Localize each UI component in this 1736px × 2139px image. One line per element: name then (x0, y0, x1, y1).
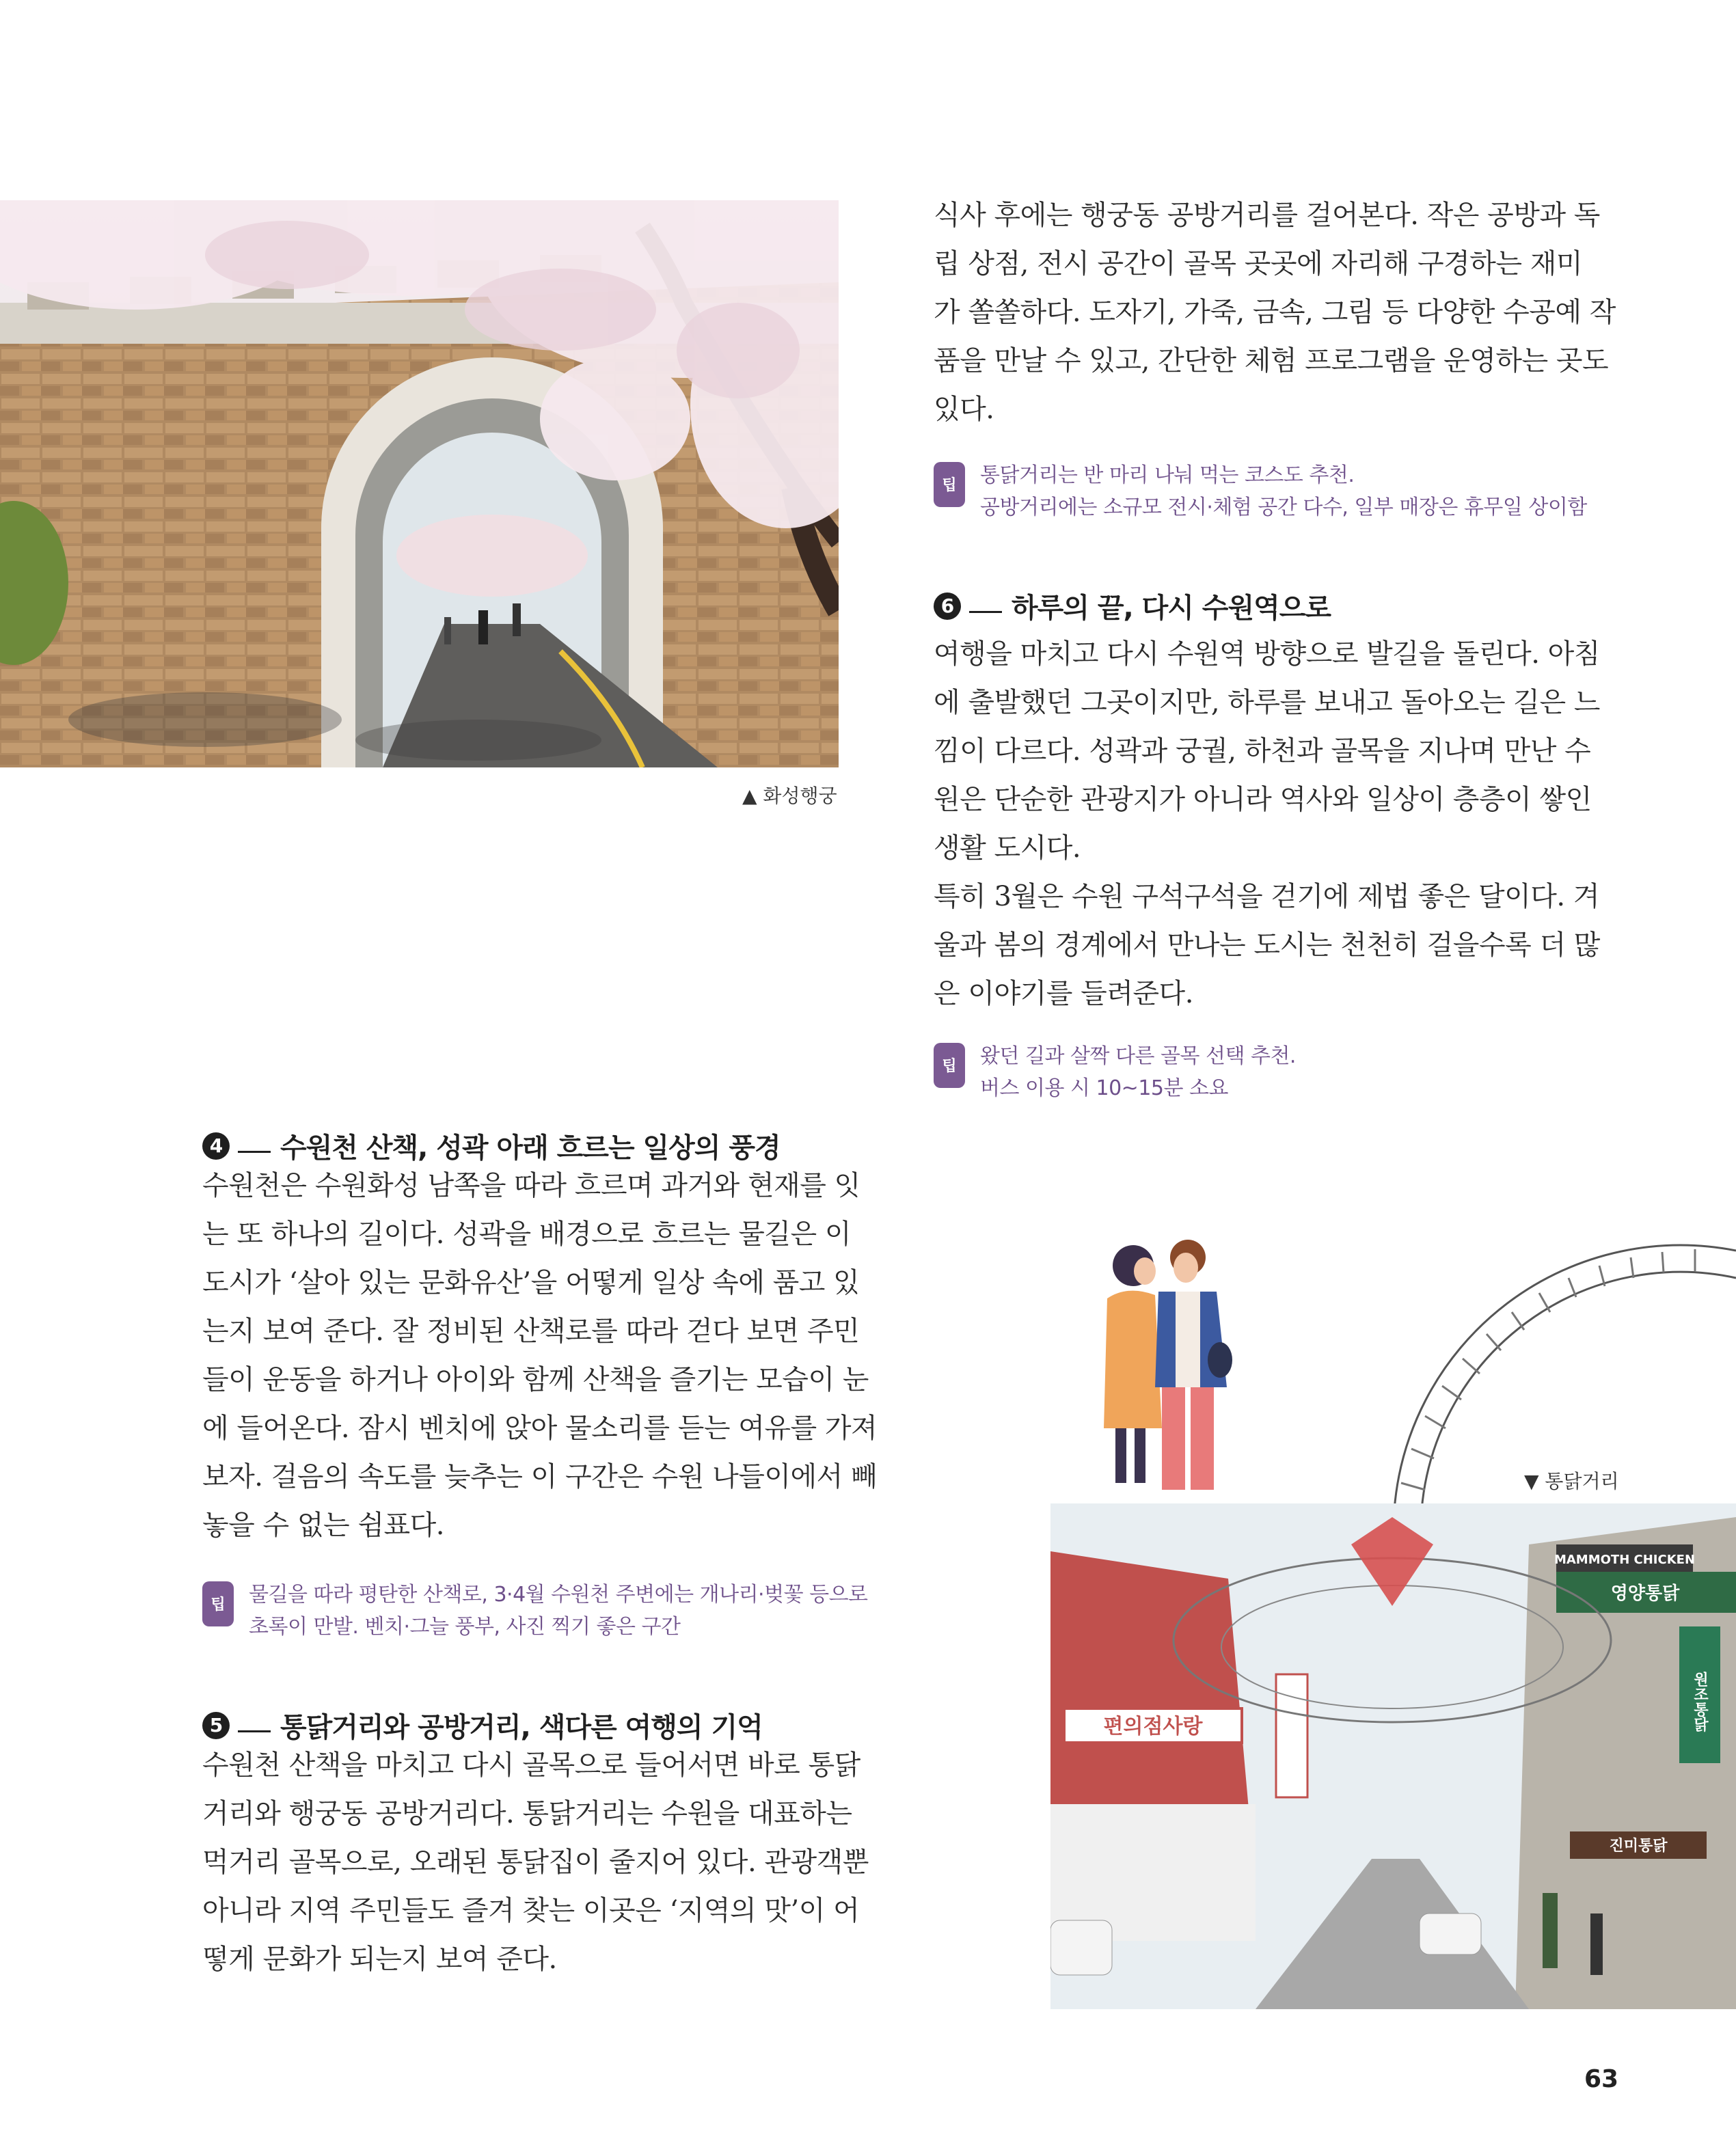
tip-icon (934, 462, 965, 507)
svg-text:팁: 팁 (942, 477, 957, 494)
section-5-number: 5 (202, 1712, 230, 1739)
tip-icon (202, 1581, 234, 1626)
photo-caption-tongdak: ▼ 통닭거리 (1524, 1470, 1619, 1493)
svg-text:팁: 팁 (942, 1058, 957, 1075)
section-6-paragraph: 여행을 마치고 다시 수원역 방향으로 발길을 돌린다. 아침 에 출발했던 그곳이지만, 하루를 보내고 돌아오는 길은 느 낌이 다르다. 성곽과 궁궐, 하천과 골목을 지나며 만난 수 원은 단순한 관광지가 아니라 역사와 일상이 층층이 쌓인 생활 도시다. 특히 3월은 수원 구석구석을 걷기에 제법 좋은 달이다. 겨 울과 봄의 경계에서 만나는 도시는 천천히 걸을수록 더 많 은 이야기를 들려준다. (934, 638, 1600, 1009)
heading-rule (238, 1151, 271, 1153)
section-4-paragraph: 수원천은 수원화성 남쪽을 따라 흐르며 과거와 현재를 잇 는 또 하나의 길이다. 성곽을 배경으로 흐르는 물길은 이 도시가 ‘살아 있는 문화유산’을 어떻게 일상 속에 품고 있 는지 보여 준다. 잘 정비된 산책로를 따라 걷다 보면 주민 들이 운동을 하거나 아이와 함께 산책을 즐기는 모습이 눈 에 들어온다. 잠시 벤치에 앉아 물소리를 듣는 여유를 가져 보자. 걸음의 속도를 늦추는 이 구간은 수원 나들이에서 빼 놓을 수 없는 쉼표다. (202, 1170, 878, 1541)
svg-text:팁: 팁 (211, 1596, 226, 1613)
tip-box-6 (934, 1040, 1296, 1104)
section-5-title: 통닭거리와 공방거리, 색다른 여행의 기억 (280, 1712, 763, 1743)
photo-hwaseong-haenggung (0, 200, 839, 767)
photo-caption-hwaseong: ▲ 화성행궁 (742, 785, 837, 807)
tip-text-1: 통닭거리는 반 마리 나눠 먹는 코스도 추천. 공방거리에는 소규모 전시·체험 공간 다수, 일부 매장은 휴무일 상이함 (980, 463, 1587, 519)
page-number: 63 (1584, 2065, 1619, 2093)
section-5-paragraph: 수원천 산책을 마치고 다시 골목으로 들어서면 바로 통닭 거리와 행궁동 공방거리다. 통닭거리는 수원을 대표하는 먹거리 골목으로, 오래된 통닭집이 줄지어 있다. 관광객뿐 아니라 지역 주민들도 즐겨 찾는 이곳은 ‘지역의 맛’이 어 떻게 문화가 되는지 보여 준다. (202, 1749, 869, 1975)
section-6-title: 하루의 끝, 다시 수원역으로 (1012, 592, 1331, 624)
photo-tongdak-street (1050, 1503, 1736, 2009)
section-6-number: 6 (934, 592, 961, 620)
section-5-heading (202, 1706, 763, 1745)
sign-5: 진미통닭 (1609, 1838, 1668, 1855)
sign-3: MAMMOTH CHICKEN (1554, 1553, 1696, 1567)
sign-1: 편의점사랑 (1103, 1715, 1203, 1739)
tip-box-1 (934, 459, 1587, 523)
couple-illustration (1080, 1223, 1736, 1510)
sign-4: 원조통닭 (1691, 1672, 1709, 1732)
tip-icon (934, 1043, 965, 1088)
tip-text-6: 왔던 길과 살짝 다른 골목 선택 추천. 버스 이용 시 10~15분 소요 (980, 1044, 1296, 1100)
tip-text-4: 물길을 따라 평탄한 산책로, 3·4월 수원천 주변에는 개나리·벚꽃 등으로 초록이 만발. 벤치·그늘 풍부, 사진 찍기 좋은 구간 (249, 1583, 868, 1639)
heading-rule (969, 611, 1002, 613)
section-4-title: 수원천 산책, 성곽 아래 흐르는 일상의 풍경 (280, 1132, 781, 1164)
section-4-number: 4 (202, 1132, 230, 1160)
section-4-heading (202, 1126, 781, 1165)
tip-box-4 (202, 1579, 868, 1643)
intro-paragraph: 식사 후에는 행궁동 공방거리를 걸어본다. 작은 공방과 독 립 상점, 전시 공간이 골목 곳곳에 자리해 구경하는 재미 가 쏠쏠하다. 도자기, 가죽, 금속, 그림 등 다양한 수공예 작 품을 만날 수 있고, 간단한 체험 프로그램을 운영하는 곳도 있다. (934, 200, 1616, 425)
section-6-heading (934, 586, 1331, 625)
sign-2: 영양통닭 (1610, 1583, 1680, 1604)
heading-rule (238, 1730, 271, 1732)
